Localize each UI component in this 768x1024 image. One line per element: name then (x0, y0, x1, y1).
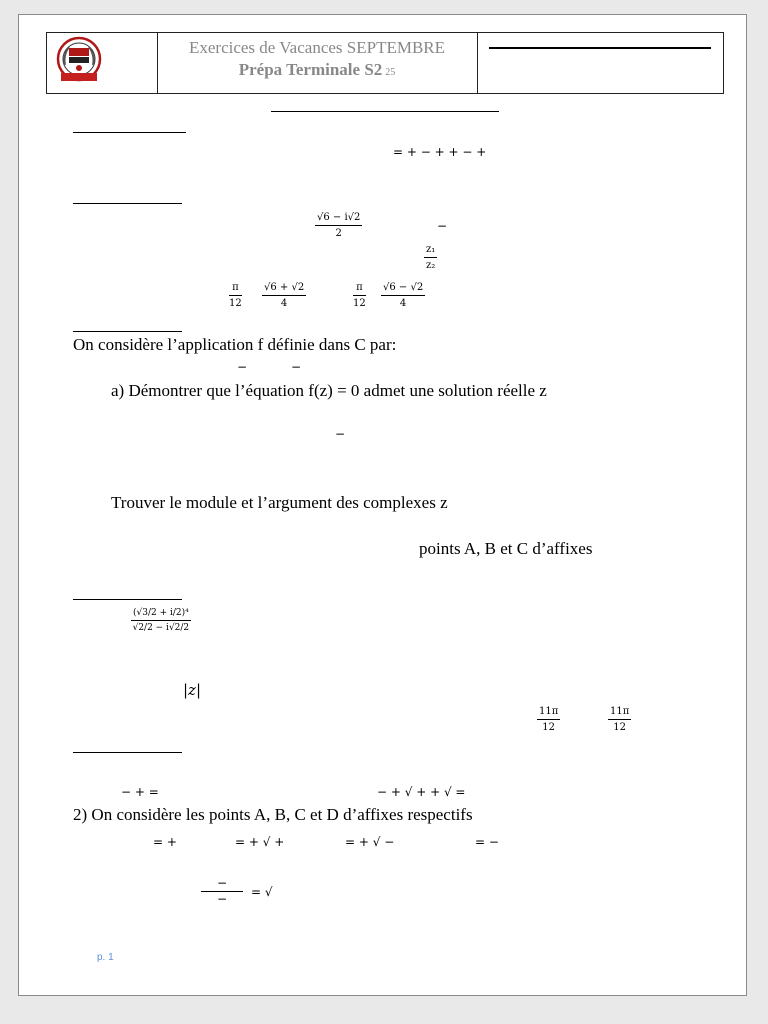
header-name-line (489, 47, 711, 49)
header-subtitle (157, 60, 477, 80)
ex4-big-fraction: (√3/2 + i/2)⁴ √2/2 − i√2/2 (132, 608, 190, 633)
title-rule (271, 111, 499, 112)
ex5-quotient-result: = √ (251, 885, 273, 899)
exercise5-heading-rule (73, 752, 182, 753)
ex1-equation: = + − + + − + (393, 145, 487, 159)
ex3-intro: On considère l’application f définie dans C par: (73, 335, 397, 354)
logo-cell (47, 33, 158, 93)
title-cell (157, 33, 478, 93)
ex4-frac-11pi-a: 11π 12 (539, 706, 559, 733)
ex4-frac-11pi-b: 11π 12 (610, 706, 630, 733)
ex2-frac-cos: √6 + √2 4 (264, 282, 305, 309)
ex3-bar-2: − (291, 360, 302, 374)
exercise3-heading-rule (73, 331, 182, 332)
ex2-frac-pi12-b: π 12 (353, 282, 366, 309)
ex3-module-text: Trouver le module et l’argument des complexes z (111, 493, 448, 512)
ex2-frac-sin: √6 − √2 4 (383, 282, 424, 309)
ex5-quotient: − − (201, 877, 243, 906)
ex5-affix-c: = + √ − (345, 835, 395, 849)
ex2-frac-z: √6 − i√2 2 (317, 212, 361, 239)
header-subtitle-suffix: 25 (385, 67, 396, 78)
ex5-equation-b: − + √ + + √ = (377, 785, 466, 799)
ex3-question-a: a) Démontrer que l’équation f(z) = 0 admet une solution réelle z (111, 381, 547, 400)
exercise1-heading-rule (73, 132, 186, 133)
exercise4-heading-rule (73, 599, 182, 600)
ex2-frac-z1-z2: z₁ z₂ (426, 244, 436, 271)
ex2-conj-bar: − (437, 219, 448, 233)
ex3-bar-3: − (335, 427, 346, 441)
header-table (46, 32, 724, 94)
school-logo-icon (55, 35, 103, 91)
header-subtitle-main: Prépa Terminale S2 (238, 60, 383, 79)
ex3-points-text: points A, B et C d’affixes (419, 539, 593, 558)
page-number: p. 1 (97, 952, 114, 963)
ex4-modulus-z: |z| (183, 681, 202, 699)
ex5-affix-d: = − (475, 835, 499, 849)
ex2-frac-pi12-a: π 12 (229, 282, 242, 309)
ex3-bar-1: − (237, 360, 248, 374)
ex5-equation-a: − + = (121, 785, 159, 799)
ex5-points-intro: 2) On considère les points A, B, C et D d’affixes respectifs (73, 805, 473, 824)
document-page (18, 14, 747, 996)
header-title: Exercices de Vacances SEPTEMBRE (188, 38, 446, 57)
ex5-affix-b: = + √ + (235, 835, 285, 849)
ex5-affix-a: = + (153, 835, 177, 849)
exercise2-heading-rule (73, 203, 182, 204)
